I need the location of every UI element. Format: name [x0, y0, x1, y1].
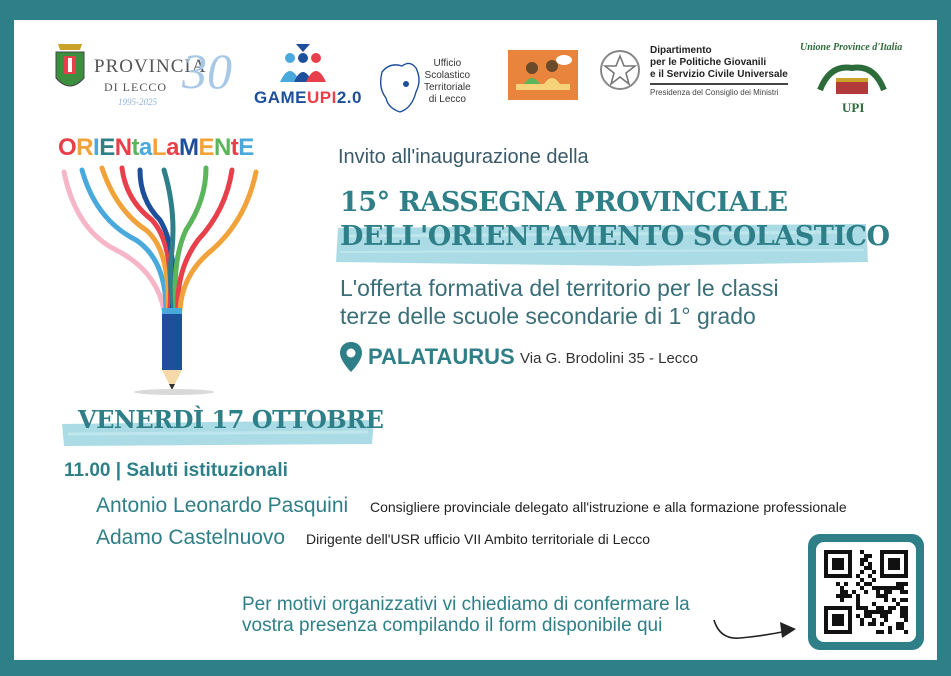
rsvp-note: [242, 594, 690, 636]
wordmark-letter: t: [131, 134, 140, 161]
event-date: VENERDÌ 17 OTTOBRE: [78, 405, 384, 434]
map-pin-icon: [340, 342, 362, 372]
wordmark-letter: E: [238, 134, 254, 161]
provincia-sub: DI LECCO: [104, 80, 167, 94]
upi-arc-text: Unione Province d'Italia: [800, 42, 903, 53]
wordmark-letter: I: [93, 134, 100, 161]
event-description-line2: terze delle scuole secondarie di 1° grado: [340, 303, 756, 329]
invitation-card: [14, 20, 937, 660]
wordmark-letter: L: [151, 134, 167, 161]
qr-code-icon: [824, 550, 908, 634]
wordmark-letter: M: [178, 134, 199, 161]
gameupi-figures-icon: [276, 42, 330, 84]
usr-line3: Territoriale: [424, 82, 471, 93]
rsvp-note-line2: vostra presenza compilando il form disponibile qui: [242, 615, 663, 636]
venue-address: Via G. Brodolini 35 - Lecco: [520, 350, 699, 367]
provincia-anniversary: 30: [182, 43, 232, 99]
speaker-role: Consigliere provinciale delegato all'istruzione e alla formazione professionale: [370, 499, 847, 515]
invite-intro: Invito all'inaugurazione della: [338, 146, 589, 168]
gameupi-text-c: 2.0: [336, 88, 362, 107]
upi-laurel-icon: [814, 54, 890, 106]
wordmark-letter: a: [166, 134, 179, 161]
upi-abbr: UPI: [842, 100, 865, 115]
provincia-years: 1995-2025: [118, 97, 157, 107]
venue-name: PALATAURUS: [368, 344, 515, 369]
wordmark-letter: a: [139, 134, 152, 161]
qr-code-link[interactable]: [808, 534, 924, 650]
kids-illustration-icon: [508, 50, 578, 100]
gameupi-text-b: UPI: [307, 88, 337, 107]
usr-line2: Scolastico: [424, 70, 471, 81]
wordmark-letter: N: [213, 134, 231, 161]
pencil-ribbons-illustration-icon: [56, 160, 276, 396]
dip-line2: per le Politiche Giovanili: [650, 57, 767, 68]
event-description: [340, 274, 779, 330]
dipartimento-logo-text: [650, 45, 788, 99]
wordmark-letter: E: [198, 134, 214, 161]
event-description-line1: L'offerta formativa del territorio per le classi: [340, 275, 779, 301]
programme-time: 11.00 | Saluti istituzionali: [64, 460, 288, 481]
provincia-crest-icon: [52, 40, 88, 96]
speaker-name: Antonio Leonardo Pasquini: [96, 494, 349, 517]
dip-line1: Dipartimento: [650, 45, 712, 56]
gameupi-logo-text: [254, 88, 362, 108]
dip-divider: [650, 83, 788, 85]
orientalamente-wordmark: [58, 134, 254, 162]
event-title-line1: 15° RASSEGNA PROVINCIALE: [340, 187, 788, 218]
wordmark-letter: E: [99, 134, 115, 161]
wordmark-letter: R: [76, 134, 94, 161]
dip-line3: e il Servizio Civile Universale: [650, 69, 788, 80]
arrow-right-icon: [710, 610, 802, 650]
wordmark-letter: N: [114, 134, 132, 161]
event-title-line2: DELL'ORIENTAMENTO SCOLASTICO: [340, 221, 890, 252]
wordmark-letter: t: [230, 134, 239, 161]
speaker-name: Adamo Castelnuovo: [96, 526, 286, 549]
speaker-role: Dirigente dell'USR ufficio VII Ambito territoriale di Lecco: [306, 531, 651, 547]
usr-line1: Ufficio: [433, 58, 462, 69]
usr-logo-text: [424, 58, 471, 106]
provincia-name: PROVINCIA: [94, 56, 207, 77]
dip-line4: Presidenza del Consiglio dei Ministri: [650, 88, 779, 97]
rsvp-note-line1: Per motivi organizzativi vi chiediamo di confermare la: [242, 594, 690, 615]
usr-line4: di Lecco: [428, 94, 466, 105]
event-title: [340, 186, 889, 254]
wordmark-letter: O: [58, 134, 77, 161]
gameupi-text-a: GAME: [254, 88, 307, 107]
italian-republic-emblem-icon: [598, 48, 642, 92]
